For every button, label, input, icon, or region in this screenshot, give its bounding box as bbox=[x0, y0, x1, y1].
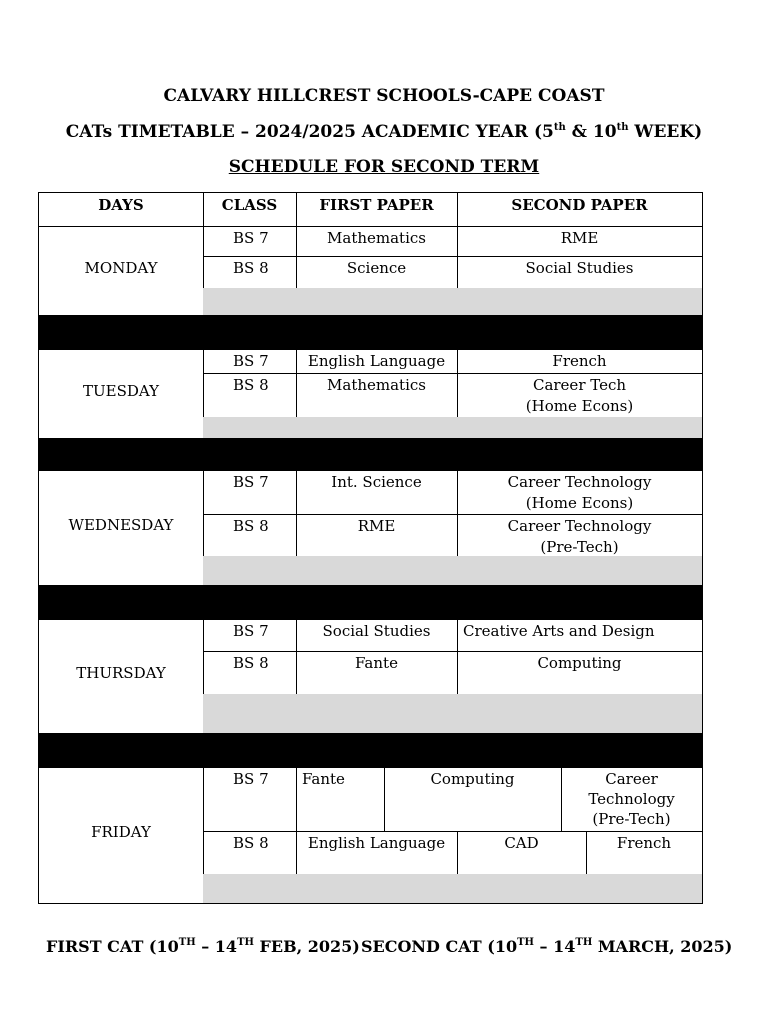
col-first-paper: FIRST PAPER bbox=[296, 192, 458, 227]
day-monday: MONDAY bbox=[38, 226, 204, 316]
class-cell: BS 8 bbox=[203, 373, 297, 418]
gray-spacer bbox=[203, 556, 703, 586]
first-paper-cell: Mathematics bbox=[296, 373, 458, 418]
first-paper-cell: Mathematics bbox=[296, 226, 458, 257]
day-thursday: THURSDAY bbox=[38, 619, 204, 734]
class-cell: BS 8 bbox=[203, 514, 297, 557]
day-wednesday: WEDNESDAY bbox=[38, 470, 204, 586]
schedule-title: SCHEDULE FOR SECOND TERM bbox=[228, 157, 540, 177]
second-paper-cell: Social Studies bbox=[457, 256, 703, 289]
second-paper-cell: French bbox=[457, 349, 703, 374]
first-cat-dates: FIRST CAT (10TH – 14TH FEB, 2025) bbox=[46, 937, 360, 956]
second-paper-cell: Creative Arts and Design bbox=[457, 619, 703, 652]
black-separator bbox=[38, 438, 703, 471]
school-name: CALVARY HILLCREST SCHOOLS-CAPE COAST bbox=[163, 86, 605, 106]
gray-spacer bbox=[203, 288, 703, 316]
gray-spacer bbox=[203, 694, 703, 734]
second-paper-cell: Career Tech (Home Econs) bbox=[457, 373, 703, 418]
timetable bbox=[38, 192, 703, 904]
col-class: CLASS bbox=[203, 192, 297, 227]
paper-cell: Computing bbox=[384, 767, 562, 832]
class-cell: BS 8 bbox=[203, 256, 297, 289]
first-paper-cell: RME bbox=[296, 514, 458, 557]
class-cell: BS 7 bbox=[203, 226, 297, 257]
second-paper-cell: Computing bbox=[457, 651, 703, 695]
paper-cell: French bbox=[586, 831, 703, 875]
second-paper-cell: Career Technology (Pre-Tech) bbox=[457, 514, 703, 557]
second-paper-cell: RME bbox=[457, 226, 703, 257]
black-separator bbox=[38, 585, 703, 620]
col-second-paper: SECOND PAPER bbox=[457, 192, 703, 227]
day-friday: FRIDAY bbox=[38, 767, 204, 904]
first-paper-cell: Fante bbox=[296, 651, 458, 695]
first-paper-cell: English Language bbox=[296, 349, 458, 374]
paper-cell: Fante bbox=[296, 767, 385, 832]
first-paper-cell: Int. Science bbox=[296, 470, 458, 515]
black-separator bbox=[38, 315, 703, 350]
class-cell: BS 7 bbox=[203, 767, 297, 832]
class-cell: BS 8 bbox=[203, 651, 297, 695]
day-tuesday: TUESDAY bbox=[38, 349, 204, 439]
gray-spacer bbox=[203, 417, 703, 439]
paper-cell: English Language bbox=[296, 831, 458, 875]
col-days: DAYS bbox=[38, 192, 204, 227]
gray-spacer bbox=[203, 874, 703, 904]
timetable-title: CATs TIMETABLE – 2024/2025 ACADEMIC YEAR (5th & 10th WEEK) bbox=[65, 122, 703, 142]
black-separator bbox=[38, 733, 703, 768]
class-cell: BS 7 bbox=[203, 619, 297, 652]
first-paper-cell: Social Studies bbox=[296, 619, 458, 652]
paper-cell: CAD bbox=[457, 831, 587, 875]
second-cat-dates: SECOND CAT (10TH – 14TH MARCH, 2025) bbox=[361, 937, 733, 956]
paper-cell: Career Technology (Pre-Tech) bbox=[561, 767, 703, 832]
class-cell: BS 8 bbox=[203, 831, 297, 875]
class-cell: BS 7 bbox=[203, 349, 297, 374]
first-paper-cell: Science bbox=[296, 256, 458, 289]
class-cell: BS 7 bbox=[203, 470, 297, 515]
second-paper-cell: Career Technology (Home Econs) bbox=[457, 470, 703, 515]
